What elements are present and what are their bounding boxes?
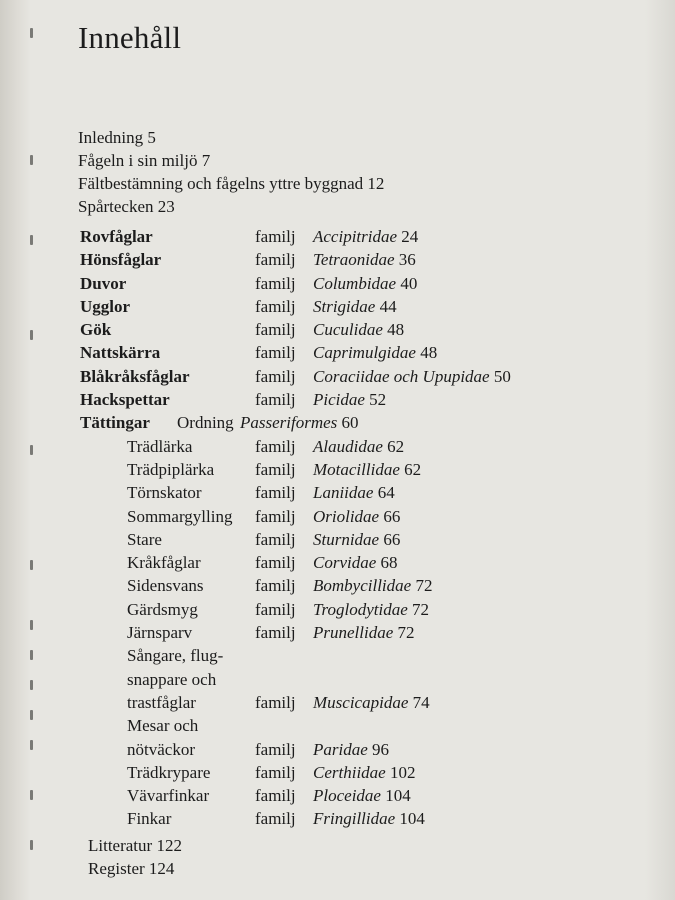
page-number: 48 bbox=[387, 320, 405, 340]
toc-row[interactable] bbox=[0, 600, 675, 623]
group-name: Sångare, flug- bbox=[127, 646, 224, 666]
order-name: Tättingar bbox=[80, 413, 150, 433]
toc-entry[interactable]: Register 124 bbox=[88, 859, 175, 878]
toc-row[interactable] bbox=[0, 646, 675, 669]
group-name: Trädlärka bbox=[127, 436, 193, 456]
toc-entry[interactable]: Fågeln i sin miljö 7 bbox=[78, 151, 211, 170]
toc-row[interactable] bbox=[0, 320, 675, 343]
toc-entry[interactable]: Spårtecken 23 bbox=[78, 197, 175, 216]
toc-entry[interactable]: Litteratur 122 bbox=[88, 836, 182, 855]
group-name: nötväckor bbox=[127, 739, 195, 759]
group-name: Hackspettar bbox=[80, 390, 170, 410]
binding-stitch bbox=[30, 650, 33, 660]
page-number: 62 bbox=[387, 436, 405, 456]
group-name: Finkar bbox=[127, 809, 172, 829]
binding-stitch bbox=[30, 790, 33, 800]
toc-row[interactable] bbox=[0, 693, 675, 716]
rank-word: familj bbox=[255, 553, 296, 573]
toc-entry[interactable]: Inledning 5 bbox=[78, 128, 156, 147]
toc-row[interactable] bbox=[0, 460, 675, 483]
page-number: 62 bbox=[404, 459, 422, 479]
scientific-name: Motacillidae bbox=[313, 459, 400, 479]
rank-word: familj bbox=[255, 739, 296, 759]
group-name: Trädpiplärka bbox=[127, 459, 215, 479]
group-name: Rovfåglar bbox=[80, 227, 153, 246]
scientific-entry bbox=[313, 437, 404, 457]
scientific-name: Troglodytidae bbox=[313, 599, 408, 619]
scientific-entry bbox=[313, 786, 411, 806]
page-number: 66 bbox=[383, 506, 401, 526]
scientific-name: Tetraonidae bbox=[313, 250, 395, 270]
scientific-entry bbox=[313, 530, 400, 550]
appendix-list bbox=[88, 834, 182, 880]
page-number: 36 bbox=[398, 250, 416, 270]
group-name: Sommargylling bbox=[127, 506, 233, 526]
toc-entry[interactable]: Fältbestämning och fågelns yttre byggnad 12 bbox=[78, 174, 385, 193]
toc-row[interactable] bbox=[0, 530, 675, 553]
binding-stitch bbox=[30, 840, 33, 850]
scientific-entry bbox=[313, 320, 404, 340]
page-number: 104 bbox=[385, 786, 411, 806]
page-number: 96 bbox=[372, 739, 390, 759]
scientific-entry bbox=[240, 413, 359, 433]
toc-row[interactable] bbox=[0, 250, 675, 273]
scientific-entry bbox=[313, 576, 432, 596]
rank-word: familj bbox=[255, 576, 296, 596]
page-number: 102 bbox=[389, 762, 416, 782]
toc-row[interactable] bbox=[0, 437, 675, 460]
group-name: Gök bbox=[80, 320, 112, 340]
binding-stitch bbox=[30, 710, 33, 720]
rank-word: familj bbox=[255, 390, 296, 410]
page-number: 40 bbox=[400, 273, 418, 293]
binding-stitch bbox=[30, 28, 33, 38]
scientific-entry bbox=[313, 274, 417, 294]
scientific-entry bbox=[313, 600, 429, 620]
intro-list bbox=[78, 126, 384, 218]
toc-row[interactable] bbox=[0, 716, 675, 739]
scientific-name: Caprimulgidae bbox=[313, 343, 416, 363]
page-number: 52 bbox=[369, 390, 387, 410]
scientific-name: Muscicapidae bbox=[313, 692, 409, 712]
rank-word: Ordning bbox=[177, 413, 234, 433]
scientific-name: Oriolidae bbox=[313, 506, 380, 526]
scientific-name: Ploceidae bbox=[313, 786, 381, 806]
toc-row[interactable] bbox=[0, 227, 675, 250]
group-name: Gärdsmyg bbox=[127, 599, 198, 619]
toc-row[interactable] bbox=[0, 507, 675, 530]
page-number: 50 bbox=[493, 366, 511, 386]
scientific-entry bbox=[313, 763, 415, 783]
rank-word: familj bbox=[255, 320, 296, 340]
scientific-entry bbox=[313, 227, 418, 247]
rank-word: familj bbox=[255, 529, 296, 549]
page-number: 64 bbox=[377, 483, 395, 503]
scientific-name: Columbidae bbox=[313, 273, 397, 293]
scientific-entry bbox=[313, 250, 416, 270]
page-title: Innehåll bbox=[78, 20, 182, 55]
toc-row[interactable] bbox=[0, 390, 675, 413]
scientific-name: Passeriformes bbox=[240, 413, 338, 433]
scientific-name: Certhiidae bbox=[313, 762, 386, 782]
page-number: 72 bbox=[397, 623, 415, 643]
group-name: Ugglor bbox=[80, 296, 131, 316]
rank-word: familj bbox=[255, 459, 296, 479]
binding-stitch bbox=[30, 620, 33, 630]
binding-stitch bbox=[30, 330, 33, 340]
toc-row[interactable] bbox=[0, 576, 675, 599]
group-name: Hönsfåglar bbox=[80, 250, 162, 270]
scientific-name: Prunellidae bbox=[313, 623, 394, 643]
group-name: Vävarfinkar bbox=[127, 786, 210, 806]
scientific-name: Picidae bbox=[313, 390, 365, 410]
toc-row[interactable] bbox=[0, 670, 675, 693]
scientific-name: Bombycillidae bbox=[313, 576, 412, 596]
page-number: 68 bbox=[380, 553, 398, 573]
scientific-entry bbox=[313, 367, 511, 387]
toc-row[interactable] bbox=[0, 274, 675, 297]
scientific-entry bbox=[313, 693, 430, 713]
scientific-entry bbox=[313, 740, 389, 760]
toc-row[interactable] bbox=[0, 367, 675, 390]
toc-row[interactable] bbox=[0, 786, 675, 809]
scientific-name: Laniidae bbox=[313, 483, 374, 503]
scientific-entry bbox=[313, 553, 398, 573]
rank-word: familj bbox=[255, 762, 296, 782]
binding-stitch bbox=[30, 155, 33, 165]
page-number: 66 bbox=[383, 529, 401, 549]
toc-row[interactable] bbox=[0, 343, 675, 366]
rank-word: familj bbox=[255, 599, 296, 619]
group-name: Törnskator bbox=[127, 483, 202, 503]
rank-word: familj bbox=[255, 506, 296, 526]
rank-word: familj bbox=[255, 227, 296, 246]
group-name: Blåkråksfåglar bbox=[80, 366, 190, 386]
family-list bbox=[0, 227, 675, 833]
rank-word: familj bbox=[255, 250, 296, 270]
scientific-name: Sturnidae bbox=[313, 529, 380, 549]
page-number: 44 bbox=[379, 296, 397, 316]
group-name: Sidensvans bbox=[127, 576, 204, 596]
scientific-name: Coraciidae och Upupidae bbox=[313, 366, 490, 386]
rank-word: familj bbox=[255, 786, 296, 806]
rank-word: familj bbox=[255, 692, 296, 712]
toc-row[interactable] bbox=[0, 553, 675, 576]
group-name: Duvor bbox=[80, 273, 127, 293]
rank-word: familj bbox=[255, 483, 296, 503]
scientific-entry bbox=[313, 460, 421, 480]
group-name: Mesar och bbox=[127, 716, 199, 736]
page-number: 72 bbox=[415, 576, 433, 596]
binding-stitch bbox=[30, 445, 33, 455]
scientific-name: Paridae bbox=[313, 739, 368, 759]
rank-word: familj bbox=[255, 273, 296, 293]
group-name: Nattskärra bbox=[80, 343, 161, 363]
scientific-entry bbox=[313, 507, 400, 527]
group-name: trastfåglar bbox=[127, 692, 196, 712]
rank-word: familj bbox=[255, 809, 296, 829]
toc-row[interactable] bbox=[0, 483, 675, 506]
scientific-name: Fringillidae bbox=[313, 809, 396, 829]
scientific-entry bbox=[313, 343, 437, 363]
toc-row[interactable] bbox=[0, 763, 675, 786]
page-number: 72 bbox=[412, 599, 430, 619]
scientific-name: Accipitridae bbox=[313, 227, 398, 246]
scientific-name: Cuculidae bbox=[313, 320, 383, 340]
scientific-name: Corvidae bbox=[313, 553, 377, 573]
scientific-entry bbox=[313, 390, 386, 410]
toc-row[interactable] bbox=[0, 740, 675, 763]
page-number: 60 bbox=[341, 413, 359, 433]
toc-row[interactable] bbox=[0, 809, 675, 832]
page-number: 24 bbox=[401, 227, 419, 246]
page-number: 74 bbox=[412, 692, 430, 712]
scientific-entry bbox=[313, 483, 395, 503]
binding-stitch bbox=[30, 235, 33, 245]
binding-stitch bbox=[30, 680, 33, 690]
scientific-name: Strigidae bbox=[313, 296, 376, 316]
group-name: Järnsparv bbox=[127, 623, 193, 643]
toc-row-order[interactable] bbox=[0, 413, 675, 436]
group-name: Stare bbox=[127, 529, 162, 549]
page-number: 104 bbox=[399, 809, 425, 829]
toc-row[interactable] bbox=[0, 623, 675, 646]
rank-word: familj bbox=[255, 343, 296, 363]
scientific-entry bbox=[313, 623, 415, 643]
scientific-name: Alaudidae bbox=[313, 436, 383, 456]
rank-word: familj bbox=[255, 623, 296, 643]
toc-row[interactable] bbox=[0, 297, 675, 320]
binding-stitch bbox=[30, 560, 33, 570]
group-name: Trädkrypare bbox=[127, 762, 211, 782]
binding-stitch bbox=[30, 740, 33, 750]
rank-word: familj bbox=[255, 296, 296, 316]
group-name: Kråkfåglar bbox=[127, 553, 201, 573]
rank-word: familj bbox=[255, 436, 296, 456]
rank-word: familj bbox=[255, 366, 296, 386]
scientific-entry bbox=[313, 297, 397, 317]
page-number: 48 bbox=[420, 343, 438, 363]
scientific-entry bbox=[313, 809, 425, 829]
group-name: snappare och bbox=[127, 669, 217, 689]
